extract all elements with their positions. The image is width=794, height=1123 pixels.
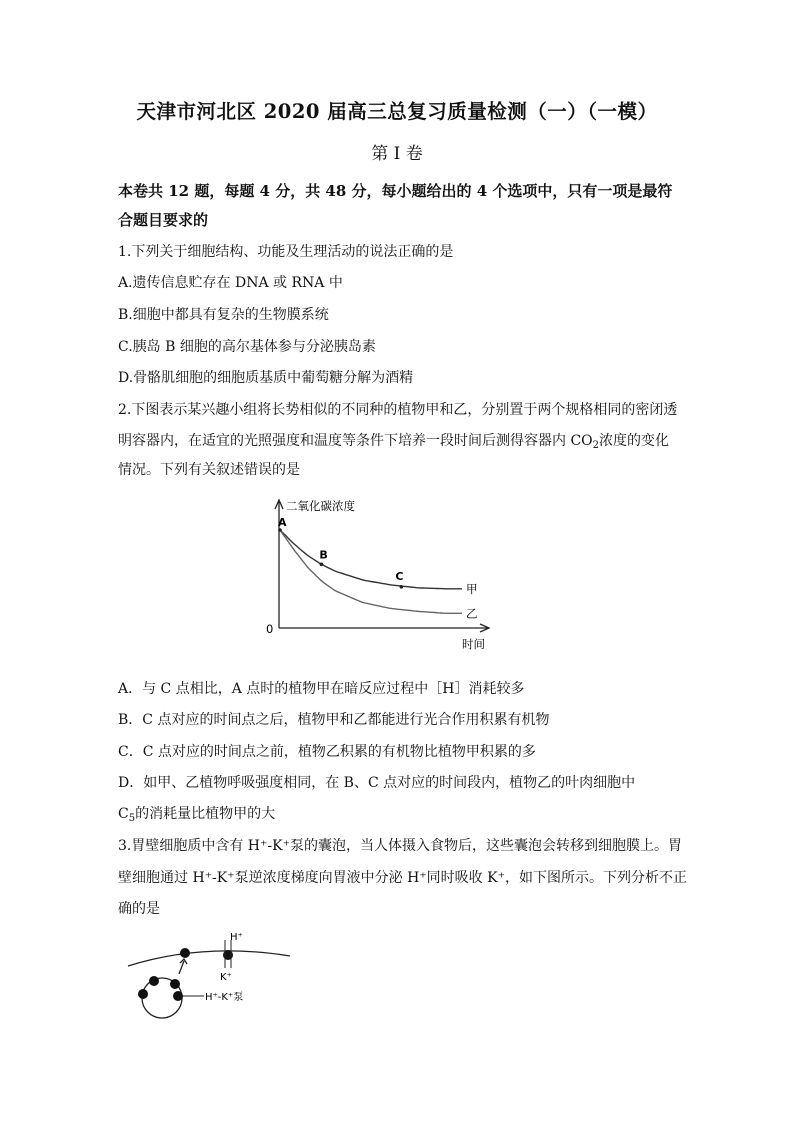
vesicle-pump-dot [149, 976, 159, 986]
x-axis-label: 时间 [462, 637, 485, 651]
q2-option-c: C．C 点对应的时间点之前，植物乙积累的有机物比植物甲积累的多 [118, 744, 536, 760]
q2-option-a: A．与 C 点相比，A 点时的植物甲在暗反应过程中［H］消耗较多 [118, 681, 525, 697]
origin-label: 0 [266, 622, 274, 636]
q3-stem-line-1: 3.胃壁细胞质中含有 H⁺-K⁺泵的囊泡，当人体摄入食物后，这些囊泡会转移到细胞膜上。胃 [118, 838, 682, 854]
q3-stem-line-3: 确的是 [118, 901, 160, 917]
q3-stem-line-2: 壁细胞通过 H⁺-K⁺泵逆浓度梯度向胃液中分泌 H⁺同时吸收 K⁺，如下图所示。下列分析不正 [118, 870, 687, 886]
document-title: 天津市河北区 2020 届高三总复习质量检测（一）（一模） [136, 100, 658, 123]
membrane-pump-dot [180, 948, 190, 958]
q1-option-a: A.遗传信息贮存在 DNA 或 RNA 中 [118, 275, 343, 291]
point-label-C: C [395, 569, 404, 583]
q1-stem: 1.下列关于细胞结构、功能及生理活动的说法正确的是 [118, 244, 454, 260]
instructions-line-2: 合题目要求的 [118, 211, 209, 229]
q2-stem-line-2: 明容器内，在适宜的光照强度和温度等条件下培养一段时间后测得容器内 $CO_2$浓度的变化 [118, 433, 670, 451]
transfer-arrow [179, 961, 184, 974]
vesicle-pump-dot [173, 991, 183, 1001]
series-label: 乙 [466, 606, 478, 621]
pump-label: H⁺-K⁺泵 [205, 992, 244, 1003]
point-label-A: A [278, 516, 287, 529]
q2-stem-line-3: 情况。下列有关叙述错误的是 [118, 462, 300, 478]
h-plus-label: H⁺ [230, 932, 243, 943]
proton-pump-diagram [124, 926, 294, 1026]
q2-option-d-line-2: $C_5$的消耗量比植物甲的大 [118, 806, 276, 824]
series-label: 甲 [466, 581, 478, 596]
vesicle-pump-dot [170, 979, 180, 989]
series-line-yi [280, 530, 462, 613]
instructions-line-1: 本卷共 12 题，每题 4 分，共 48 分，每小题给出的 4 个选项中，只有一项是最符 [118, 182, 673, 200]
q1-option-c: C.胰岛 B 细胞的高尔基体参与分泌胰岛素 [118, 339, 376, 355]
vesicle-pump-dot [138, 989, 148, 999]
q1-option-d: D.骨骼肌细胞的细胞质基质中葡萄糖分解为酒精 [118, 370, 414, 386]
q2-option-b: B．C 点对应的时间点之后，植物甲和乙都能进行光合作用积累有机物 [118, 712, 550, 728]
point-marker-C [400, 585, 404, 589]
k-plus-label: K⁺ [220, 972, 232, 983]
q2-stem-line-1: 2.下图表示某兴趣小组将长势相似的不同种的植物甲和乙，分别置于两个规格相同的密闭透 [118, 402, 678, 418]
series-line-jia [280, 530, 462, 589]
section-heading: 第 I 卷 [371, 144, 423, 164]
point-marker-B [320, 563, 324, 567]
cell-membrane-curve [128, 951, 290, 966]
co2-concentration-chart [256, 492, 506, 660]
y-axis-label: 二氧化碳浓度 [286, 499, 355, 513]
point-label-B: B [319, 548, 328, 562]
q2-option-d-line-1: D．如甲、乙植物呼吸强度相同，在 B、C 点对应的时间段内，植物乙的叶肉细胞中 [118, 775, 636, 791]
q1-option-b: B.细胞中都具有复杂的生物膜系统 [118, 307, 329, 323]
